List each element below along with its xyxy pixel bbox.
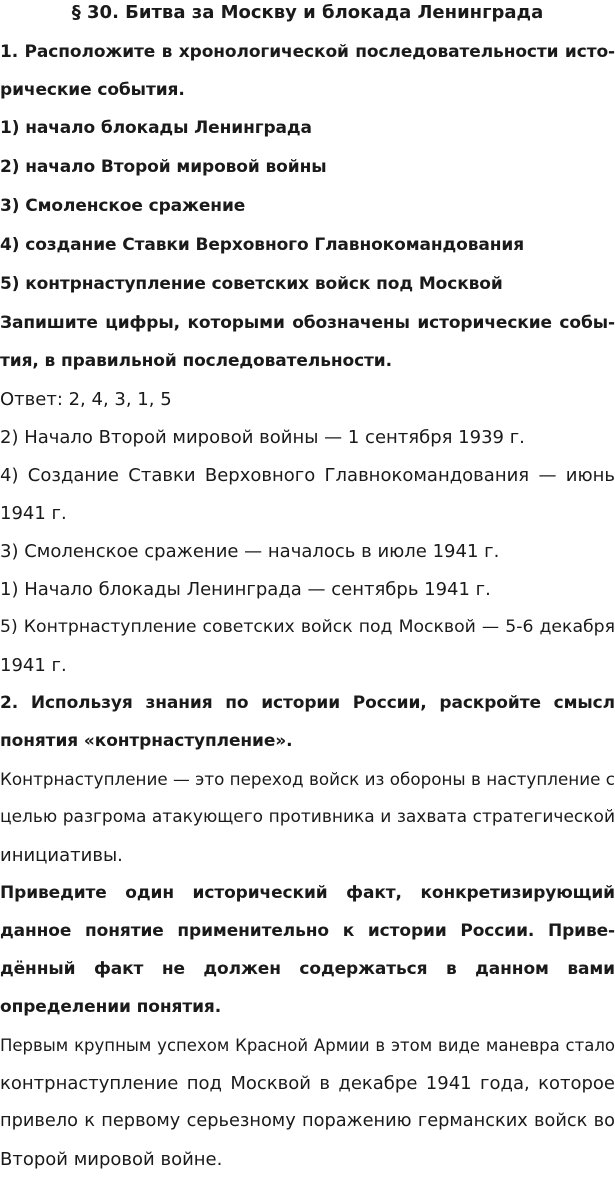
q2-fact-line-4: Второй мировой войне.: [0, 1149, 223, 1170]
q2-fact-line-1: Первым крупным успехом Красной Армии в этом виде маневра стало: [0, 1036, 615, 1055]
q1-explain-2: 4) Создание Ставки Верховного Главнокомандования — июнь: [0, 465, 615, 486]
q1-item-5: 5) контрнаступление советских войск под Москвой: [0, 274, 503, 294]
q2-fact-line-3: привело к первому серьезному поражению германских войск во: [0, 1111, 615, 1131]
q2-task-line-3: дённый факт не должен содержаться в данном вами: [0, 959, 615, 979]
q1-item-4: 4) создание Ставки Верховного Главнокомандования: [0, 235, 525, 255]
q2-heading-line-2: понятия «контрнаступление».: [0, 731, 293, 751]
q2-definition-line-1: Контрнаступление — это переход войск из обороны в наступление с: [0, 769, 615, 789]
q2-heading-line-1: 2. Используя знания по истории России, раскройте смысл: [0, 693, 615, 713]
q1-heading-line-1: 1. Расположите в хронологической последовательности исто-: [0, 42, 615, 62]
q2-task-line-4: определении понятия.: [0, 997, 222, 1017]
q2-definition-line-2: целью разгрома атакующего противника и захвата стратегической: [0, 807, 615, 827]
q1-explain-1: 2) Начало Второй мировой войны — 1 сентября 1939 г.: [0, 427, 525, 448]
q1-item-3: 3) Смоленское сражение: [0, 196, 246, 216]
q1-item-1: 1) начало блокады Ленинграда: [0, 118, 312, 138]
q2-task-line-1: Приведите один исторический факт, конкретизирующий: [0, 883, 615, 903]
q2-fact-line-2: контрнаступление под Москвой в декабре 1941 года, которое: [0, 1073, 615, 1094]
q1-instruction-line-1: Запишите цифры, которыми обозначены исторические собы-: [0, 313, 615, 333]
q1-explain-5: 5) Контрнаступление советских войск под Москвой — 5-6 декабря: [0, 617, 615, 637]
q1-explain-5-cont: 1941 г.: [0, 655, 67, 676]
page-title: § 30. Битва за Москву и блокада Ленинграда: [71, 2, 544, 23]
q1-explain-3: 3) Смоленское сражение — началось в июле 1941 г.: [0, 541, 500, 562]
q1-item-2: 2) начало Второй мировой войны: [0, 157, 327, 177]
q1-instruction-line-2: тия, в правильной последовательности.: [0, 351, 392, 371]
q1-answer: Ответ: 2, 4, 3, 1, 5: [0, 389, 172, 410]
q1-explain-4: 1) Начало блокады Ленинграда — сентябрь 1941 г.: [0, 579, 491, 600]
q2-definition-line-3: инициативы.: [0, 845, 123, 866]
q1-heading-line-2: рические события.: [0, 80, 185, 100]
q1-explain-2-cont: 1941 г.: [0, 503, 67, 524]
q2-task-line-2: данное понятие применительно к истории России. Приве-: [0, 921, 615, 941]
